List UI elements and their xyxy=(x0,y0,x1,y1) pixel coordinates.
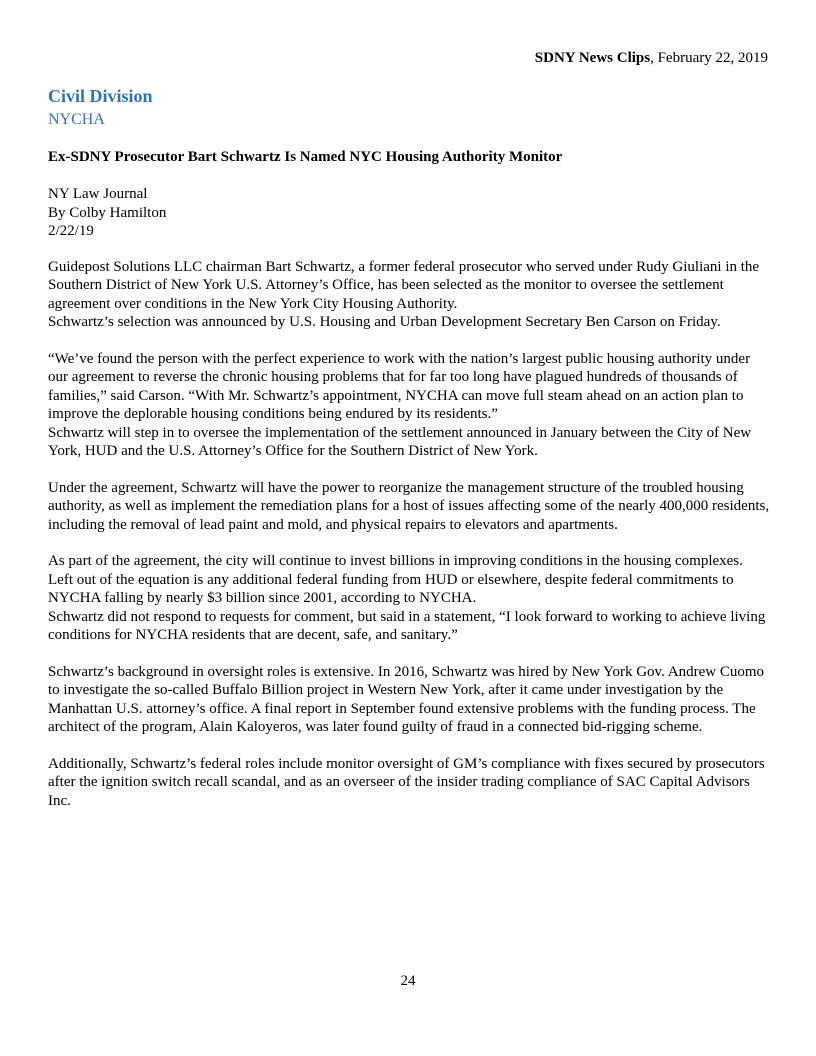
article-date: 2/22/19 xyxy=(48,223,94,239)
paragraph-text: Schwartz’s selection was announced by U.S. Housing and Urban Development Secretary Ben Carson on Friday. xyxy=(48,314,721,331)
paragraph-text: Schwartz’s background in oversight roles is extensive. In 2016, Schwartz was hired by New York Gov. Andrew Cuomo to investigate the so-called Buffalo Billion project in Western New York, after it came under investigation by the Manhattan U.S. attorney’s office. A final report in September found extensive problems with the funding process. The architect of the program, Alain Kaloyeros, was later found guilty of fraud in a connected bid-rigging scheme. xyxy=(48,663,764,736)
article-source: NY Law Journal xyxy=(48,186,148,202)
paragraph-text: “We’ve found the person with the perfect experience to work with the nation’s largest public housing authority under our agreement to reverse the chronic housing problems that for far too long have plagued hundreds of thousands of families,” said Carson. “With Mr. Schwartz’s appointment, NYCHA can move full steam ahead on an action plan to improve the deplorable housing conditions being endured by its residents.” xyxy=(48,351,751,423)
paragraph-text: Schwartz did not respond to requests for comment, but said in a statement, “I look forward to working to achieve living conditions for NYCHA residents that are decent, safe, and sanitary.” xyxy=(48,608,766,644)
paragraph xyxy=(48,350,770,460)
section-title: Civil Division xyxy=(48,86,153,106)
article-body xyxy=(48,258,770,829)
paragraph xyxy=(48,258,770,332)
page-header xyxy=(535,49,768,67)
article-headline: Ex-SDNY Prosecutor Bart Schwartz Is Named NYC Housing Authority Monitor xyxy=(48,149,563,165)
subsection-title: NYCHA xyxy=(48,111,105,128)
paragraph-text: Additionally, Schwartz’s federal roles include monitor oversight of GM’s compliance with fixes secured by prosecutors after the ignition switch recall scandal, and as an overseer of the insider trading compliance of SAC Capital Advisors Inc. xyxy=(48,755,765,809)
publication-name: SDNY News Clips xyxy=(534,50,651,66)
paragraph xyxy=(48,479,770,534)
article-author: By Colby Hamilton xyxy=(48,204,167,221)
paragraph xyxy=(48,755,770,810)
paragraph xyxy=(48,552,770,644)
paragraph-text: Guidepost Solutions LLC chairman Bart Schwartz, a former federal prosecutor who served under Rudy Giuliani in the Southern District of New York U.S. Attorney’s Office, has been selected as the monitor to oversee the settlement agreement over conditions in the New York City Housing Authority. xyxy=(48,259,760,312)
paragraph-text: As part of the agreement, the city will continue to invest billions in improving conditions in the housing complexes. Left out of the equation is any additional federal funding from HUD or elsewhere, despite federal commitments to NYCHA falling by nearly $3 billion since 2001, according to NYCHA. xyxy=(48,553,743,607)
page-number: 24 xyxy=(400,973,416,989)
article-byline xyxy=(48,185,166,241)
paragraph-text: Schwartz will step in to oversee the implementation of the settlement announced in January between the City of New York, HUD and the U.S. Attorney’s Office for the Southern District of New York. xyxy=(48,424,752,460)
paragraph xyxy=(48,663,770,737)
header-date: , February 22, 2019 xyxy=(650,50,768,66)
paragraph-text: Under the agreement, Schwartz will have the power to reorganize the management structure of the troubled housing authority, as well as implement the remediation plans for a host of issues affecting some of the nearly 400,000 residents, including the removal of lead paint and mold, and physical repairs to elevators and apartments. xyxy=(48,479,770,533)
